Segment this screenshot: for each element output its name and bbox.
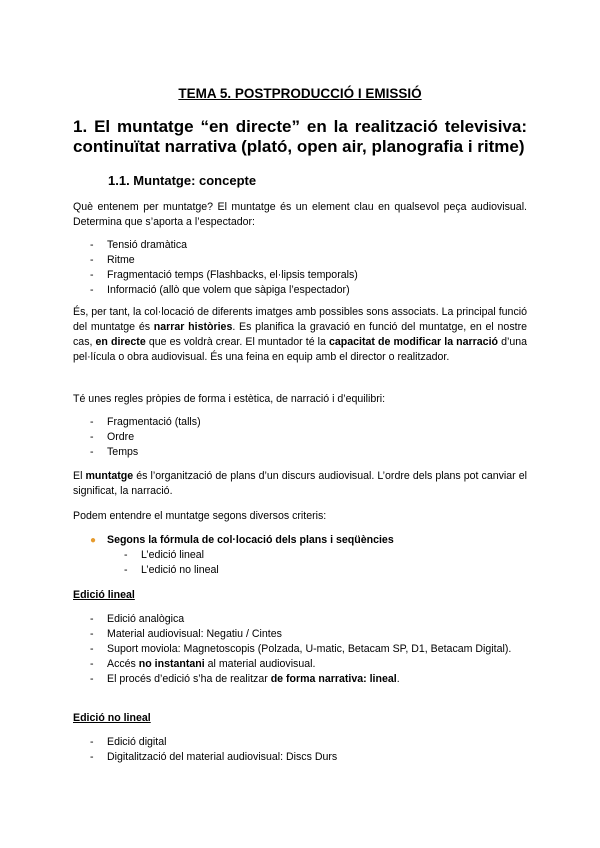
- rules-list: [73, 415, 527, 460]
- intro-paragraph: Què entenem per muntatge? El muntatge és un element clau en qualsevol peça audiovisual. Determina que s’aporta a l’espectador:: [73, 201, 527, 228]
- list-item: - Informació (allò que volem que sàpiga l’espectador): [90, 283, 527, 298]
- list-item: - Temps: [90, 445, 527, 460]
- list-item: - Fragmentació (talls): [90, 415, 527, 430]
- list-item: - Material audiovisual: Negatiu / Cintes: [90, 627, 527, 642]
- edicio-no-lineal-list: [73, 735, 527, 765]
- list-item: - Edició analògica: [90, 612, 527, 627]
- list-item: - L’edició no lineal: [124, 563, 527, 578]
- list-item: - Accés no instantani al material audiovisual.: [90, 657, 527, 672]
- list-item: - Tensió dramàtica: [90, 238, 527, 253]
- criteria-bullet: ● Segons la fórmula de col·locació dels plans i seqüències: [90, 534, 394, 546]
- subsection-heading: 1.1. Muntatge: concepte: [108, 173, 257, 188]
- orange-bullet-icon: ●: [90, 535, 97, 546]
- rules-paragraph: Té unes regles pròpies de forma i estètica, de narració i d’equilibri:: [73, 393, 386, 405]
- criteria-sub-list: [73, 548, 527, 578]
- list-item: - El procés d’edició s’ha de realitzar de forma narrativa: lineal.: [90, 672, 527, 687]
- list-item: - Fragmentació temps (Flashbacks, el·lipsis temporals): [90, 268, 527, 283]
- section-heading-1: 1. El muntatge “en directe” en la realització televisiva: continuïtat narrativa (plató, open air, planografia i ritme): [73, 117, 527, 156]
- organization-paragraph: El muntatge és l’organització de plans d’un discurs audiovisual. L’ordre dels plans pot canviar el significat, la narració.: [73, 470, 527, 497]
- edicio-lineal-list: [73, 612, 527, 687]
- list-item: - Digitalització del material audiovisual: Discs Durs: [90, 750, 527, 765]
- list-item: - Edició digital: [90, 735, 527, 750]
- definition-paragraph: És, per tant, la col·locació de diferents imatges amb possibles sons associats. La principal funció del muntatge és narrar històries. Es planifica la gravació en funció del muntatge, en el nostre cas, en directe que es voldrà crear. El muntador té la capacitat de modificar la narració d’una pel·lícula o obra audiovisual. És una feina en equip amb el director o realitzador.: [73, 306, 528, 363]
- list-item: - L’edició lineal: [124, 548, 527, 563]
- criteria-intro-paragraph: Podem entendre el muntatge segons diversos criteris:: [73, 510, 327, 522]
- list-item: - Suport moviola: Magnetoscopis (Polzada, U-matic, Betacam SP, D1, Betacam Digital).: [90, 642, 527, 657]
- criteria-block: [73, 533, 527, 578]
- list-item: - Ritme: [90, 253, 527, 268]
- list-item: - Ordre: [90, 430, 527, 445]
- muntatge-aspects-list: [73, 238, 527, 298]
- document-title: TEMA 5. POSTPRODUCCIÓ I EMISSIÓ: [178, 86, 422, 101]
- section-title-edicio-lineal: Edició lineal: [73, 589, 135, 601]
- section-title-edicio-no-lineal: Edició no lineal: [73, 712, 151, 724]
